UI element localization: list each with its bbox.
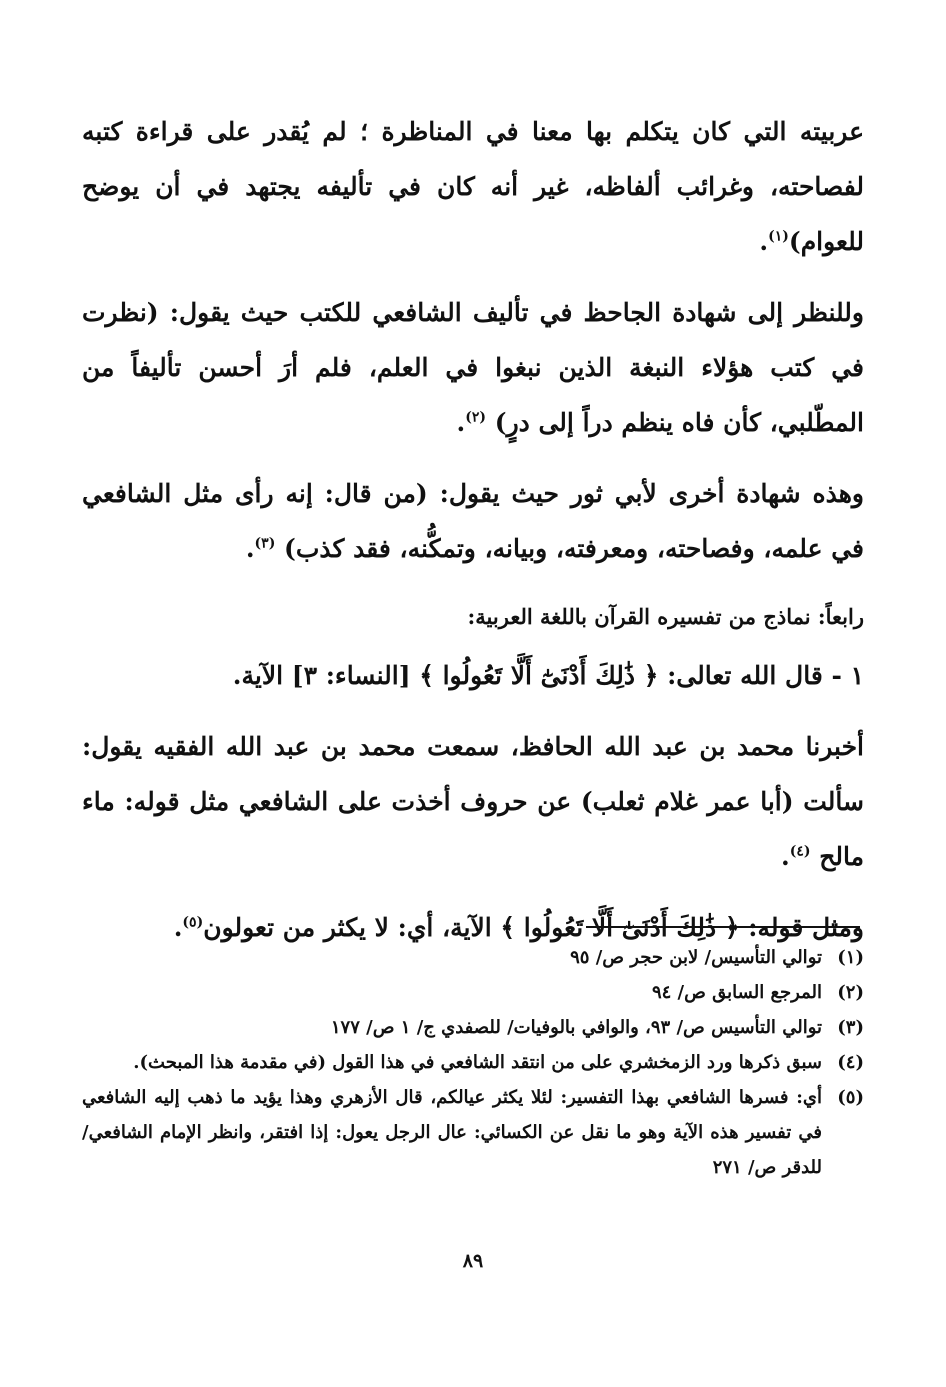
footnote-text: سبق ذكرها ورد الزمخشري على من انتقد الشافعي في هذا القول (في مقدمة هذا المبحث). <box>133 1052 822 1073</box>
footnote-item <box>82 1080 864 1185</box>
footnote-number: (٢) <box>837 982 864 1003</box>
footnote-ref-1[interactable]: (١) <box>768 228 789 245</box>
paragraph-text: أخبرنا محمد بن عبد الله الحافظ، سمعت محمد بن عبد الله الفقيه يقول: سألت (أبا عمر غلام ثعلب) عن حروف أخذت على الشافعي مثل قوله: ماء مالح <box>82 732 864 871</box>
footnote-number: (٥) <box>837 1087 864 1108</box>
footnote-ref-4[interactable]: (٤) <box>789 843 811 860</box>
footnote-item <box>82 1045 864 1080</box>
footnote-text: توالي التأسيس ص/ ٩٣، والوافي بالوفيات/ للصفدي ج/ ١ ص/ ١٧٧ <box>330 1017 822 1038</box>
paragraph-tail: . <box>173 913 183 942</box>
paragraph-tail: . <box>456 408 466 437</box>
footnote-number: (٤) <box>837 1052 864 1073</box>
footnote-text: المرجع السابق ص/ ٩٤ <box>651 982 822 1003</box>
footnote-ref-2[interactable]: (٢) <box>465 409 487 426</box>
paragraph-text: عربيته التي كان يتكلم بها معنا في المناظرة ؛ لم يُقدر على قراءة كتبه لفصاحته، وغرائب ألفاظه، غير أنه كان في تأليفه يجتهد في أن يوضح للعوام) <box>82 117 864 256</box>
footnote-item <box>82 975 864 1010</box>
paragraph-2 <box>82 285 864 450</box>
section-heading: رابعاً: نماذج من تفسيره القرآن باللغة العربية: <box>467 604 864 629</box>
example-line <box>82 648 864 703</box>
footnote-text: أي: فسرها الشافعي بهذا التفسير: لئلا يكثر عيالكم، قال الأزهري وهذا يؤيد ما ذهب إليه الشافعي في تفسير هذه الآية وهو ما نقل عن الكسائي: عال الرجل يعول: إذا افتقر، وانظر الإمام الشافعي/ للدقر ص/ ٢٧١ <box>82 1087 822 1178</box>
paragraph-tail: . <box>759 227 769 256</box>
paragraph-text: وللنظر إلى شهادة الجاحظ في تأليف الشافعي للكتب حيث يقول: (نظرت في كتب هؤلاء النبغة الذين نبغوا في العلم، فلم أرَ أحسن تأليفاً من المطّلبي، كأن فاه ينظم دراً إلى درٍ) <box>82 298 864 437</box>
footnote-ref-3[interactable]: (٣) <box>254 535 276 552</box>
paragraph-tail: . <box>245 534 255 563</box>
footnote-item <box>82 1010 864 1045</box>
footnotes <box>82 940 864 1185</box>
footnote-text: توالي التأسيس/ لابن حجر ص/ ٩٥ <box>570 947 822 968</box>
footnote-number: (١) <box>837 947 864 968</box>
example-text: ١ - قال الله تعالى: ﴿ ذَٰلِكَ أَدْنَىٰٓ أَلَّا تَعُولُوا ﴾ [النساء: ٣] الآية. <box>232 661 864 690</box>
footnote-number: (٣) <box>837 1017 864 1038</box>
footnote-item <box>82 940 864 975</box>
paragraph-text: وهذه شهادة أخرى لأبي ثور حيث يقول: (من قال: إنه رأى مثل الشافعي في علمه، وفصاحته، ومعرفته، وبيانه، وتمكُّنه، فقد كذب) <box>82 479 864 563</box>
paragraph-1 <box>82 104 864 269</box>
footnote-divider <box>586 926 860 928</box>
paragraph-4 <box>82 719 864 884</box>
page-number: ٨٩ <box>462 1250 484 1272</box>
main-text <box>82 104 864 971</box>
paragraph-text: ومثل قوله: ﴿ ذَٰلِكَ أَدْنَىٰٓ أَلَّا تَعُولُوا ﴾ الآية، أي: لا يكثر من تعولون <box>203 913 864 942</box>
footnote-ref-5[interactable]: (٥) <box>182 914 204 931</box>
paragraph-3 <box>82 466 864 576</box>
paragraph-tail: . <box>781 842 790 871</box>
